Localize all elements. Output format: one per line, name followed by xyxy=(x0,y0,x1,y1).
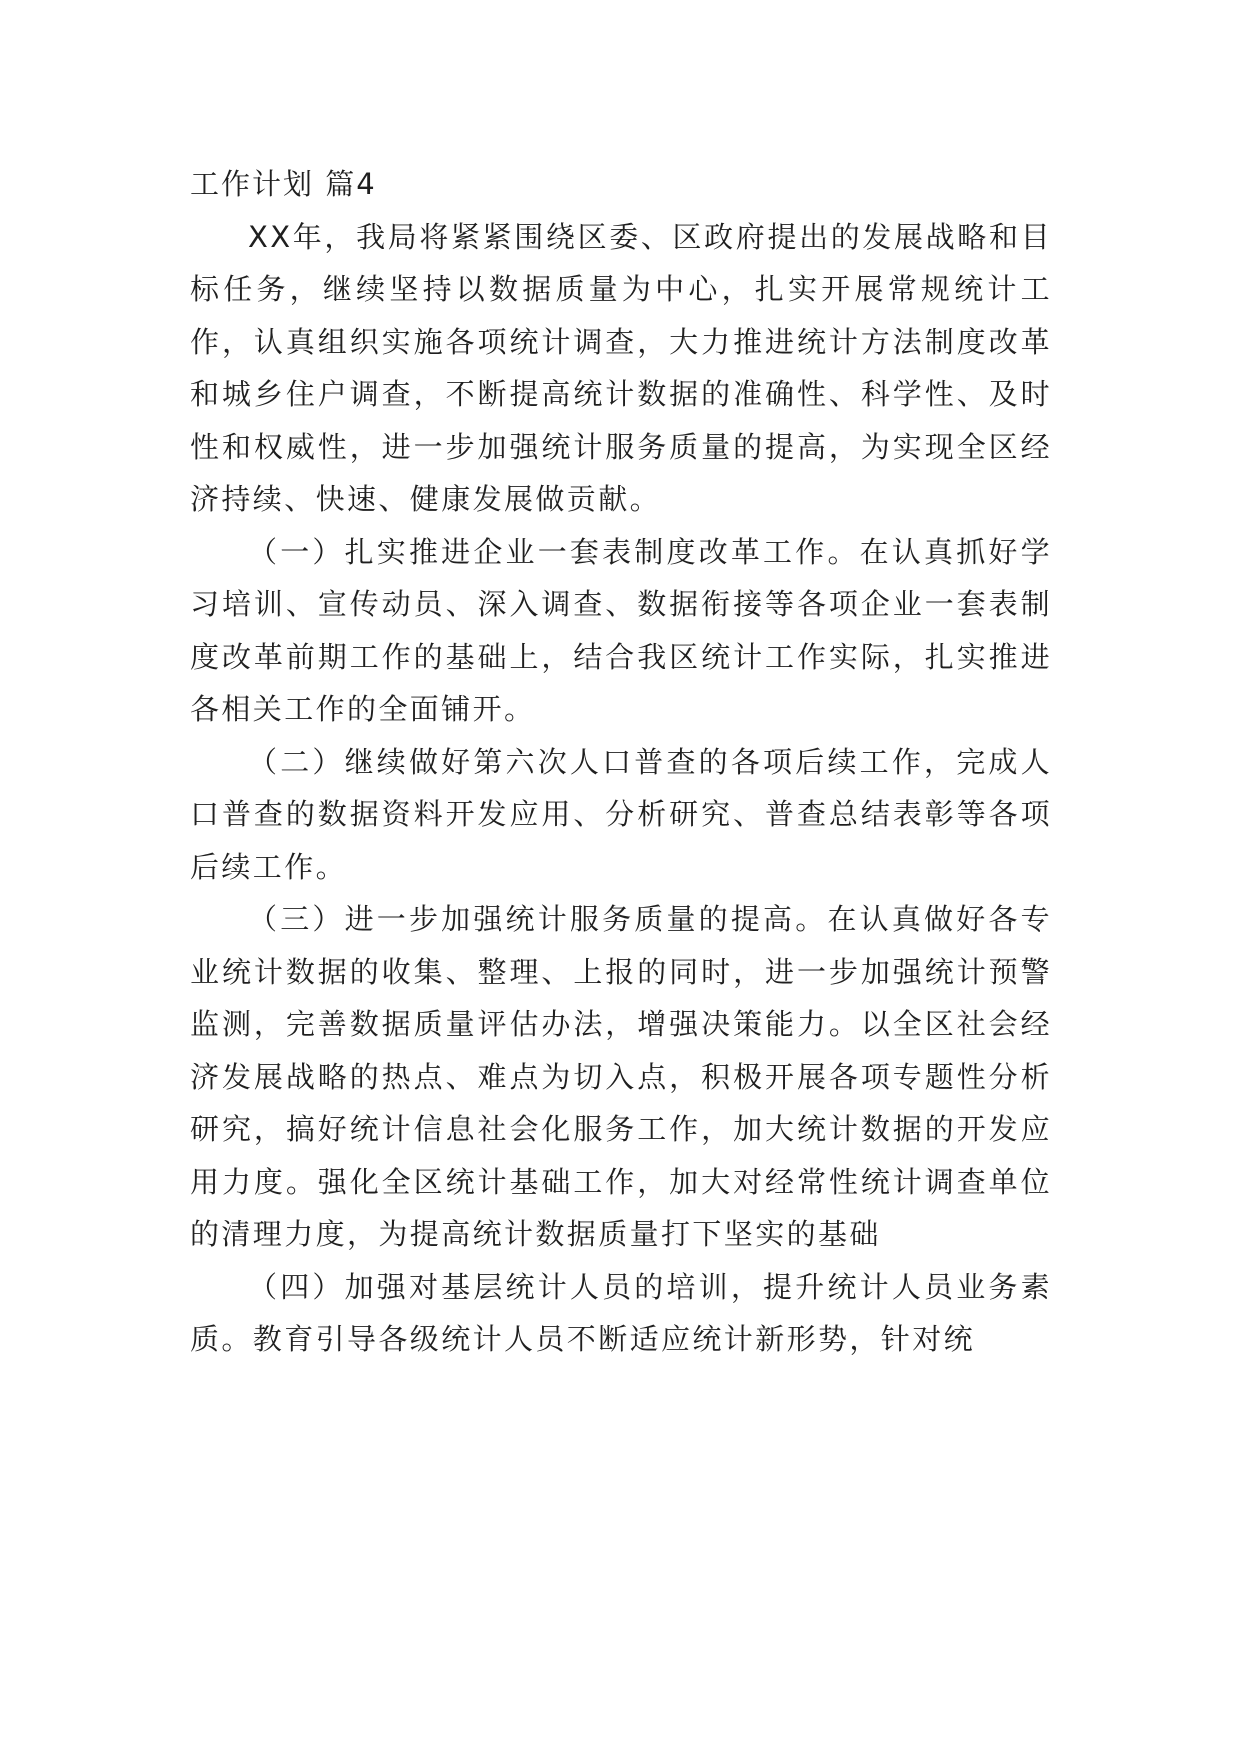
document-title: 工作计划 篇4 xyxy=(190,167,377,201)
paragraph-item-4: （四）加强对基层统计人员的培训，提升统计人员业务素质。教育引导各级统计人员不断适应统计新形势，针对统 xyxy=(190,1269,1052,1356)
paragraph-item-3: （三）进一步加强统计服务质量的提高。在认真做好各专业统计数据的收集、整理、上报的同时，进一步加强统计预警监测，完善数据质量评估办法，增强决策能力。以全区社会经济发展战略的热点、难点为切入点，积极开展各项专题性分析研究，搞好统计信息社会化服务工作，加大统计数据的开发应用力度。强化全区统计基础工作，加大对经常性统计调查单位的清理力度，为提高统计数据质量打下坚实的基础 xyxy=(190,902,1052,1251)
paragraph-intro: XX年，我局将紧紧围绕区委、区政府提出的发展战略和目标任务，继续坚持以数据质量为中心，扎实开展常规统计工作，认真组织实施各项统计调查，大力推进统计方法制度改革和城乡住户调查，不断提高统计数据的准确性、科学性、及时性和权威性，进一步加强统计服务质量的提高，为实现全区经济持续、快速、健康发展做贡献。 xyxy=(190,219,1052,516)
paragraph-item-1: （一）扎实推进企业一套表制度改革工作。在认真抓好学习培训、宣传动员、深入调查、数据衔接等各项企业一套表制度改革前期工作的基础上，结合我区统计工作实际，扎实推进各相关工作的全面铺开。 xyxy=(190,534,1052,726)
document-body xyxy=(190,158,1052,1366)
paragraph-item-2: （二）继续做好第六次人口普查的各项后续工作，完成人口普查的数据资料开发应用、分析研究、普查总结表彰等各项后续工作。 xyxy=(190,744,1052,884)
